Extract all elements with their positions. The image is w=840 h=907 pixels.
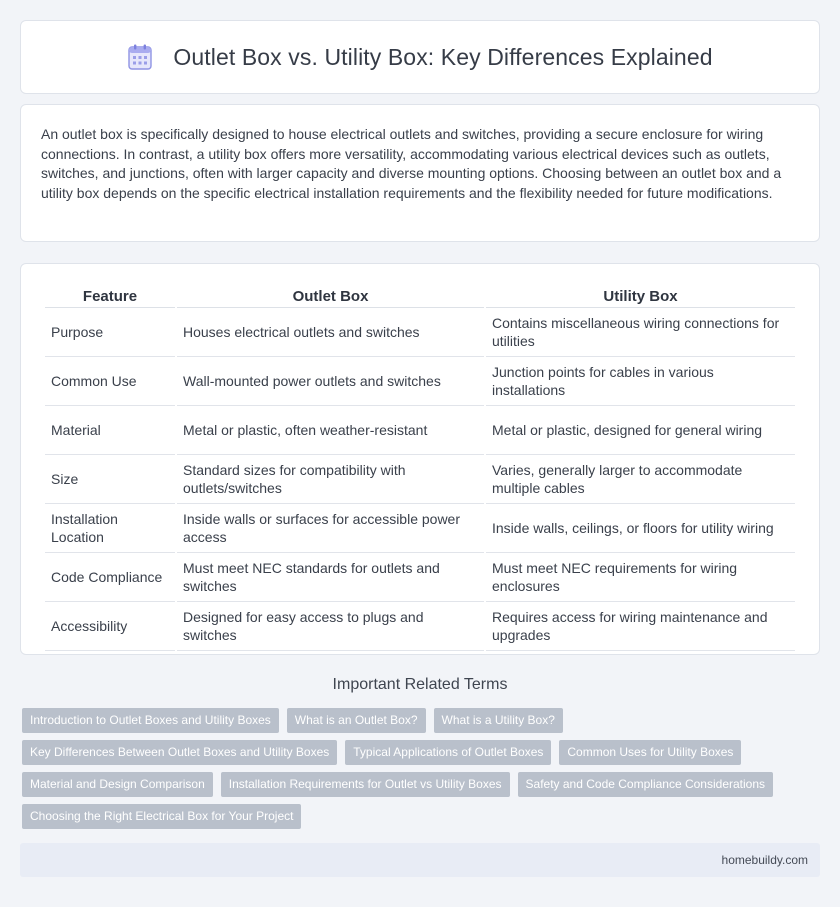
outlet-box-cell: Metal or plastic, often weather-resistant [177,406,484,455]
intro-card [20,104,820,242]
intro-paragraph: An outlet box is specifically designed to house electrical outlets and switches, providing a secure enclosure for wiring connections. In contrast, a utility box offers more versatility, accommodating various electrical devices such as outlets, switches, and junctions, often with larger capacity and diverse mounting options. Choosing between an outlet box and a utility box depends on the specific electrical installation requirements and the flexibility needed for future modifications. [41,126,782,201]
calendar-icon [127,44,153,70]
header-utility-box: Utility Box [486,284,795,308]
utility-box-cell: Contains miscellaneous wiring connections for utilities [486,308,795,357]
feature-cell: Purpose [45,308,175,357]
related-term-tag[interactable]: What is a Utility Box? [434,708,563,733]
feature-cell: Code Compliance [45,553,175,602]
related-term-tag[interactable]: Installation Requirements for Outlet vs Utility Boxes [221,772,510,797]
table-header-row [45,284,795,308]
outlet-box-cell: Wall-mounted power outlets and switches [177,357,484,406]
feature-cell: Accessibility [45,602,175,651]
header-outlet-box: Outlet Box [177,284,484,308]
related-term-tag[interactable]: Common Uses for Utility Boxes [559,740,741,765]
feature-cell: Common Use [45,357,175,406]
related-term-tag[interactable]: Key Differences Between Outlet Boxes and Utility Boxes [22,740,337,765]
outlet-box-cell: Houses electrical outlets and switches [177,308,484,357]
comparison-card [20,263,820,655]
utility-box-cell: Must meet NEC requirements for wiring enclosures [486,553,795,602]
table-row [45,553,795,602]
footer [20,843,820,877]
related-term-tag[interactable]: What is an Outlet Box? [287,708,426,733]
table-row [45,308,795,357]
utility-box-cell: Varies, generally larger to accommodate multiple cables [486,455,795,504]
related-terms-heading: Important Related Terms [332,676,508,693]
comparison-table [43,284,797,651]
related-term-tag[interactable]: Introduction to Outlet Boxes and Utility Boxes [22,708,279,733]
table-row [45,455,795,504]
feature-cell: Size [45,455,175,504]
header-feature: Feature [45,284,175,308]
feature-cell: Material [45,406,175,455]
related-term-tag[interactable]: Choosing the Right Electrical Box for Your Project [22,804,301,829]
outlet-box-cell: Inside walls or surfaces for accessible power access [177,504,484,553]
outlet-box-cell: Standard sizes for compatibility with outlets/switches [177,455,484,504]
related-term-tag[interactable]: Safety and Code Compliance Considerations [518,772,773,797]
utility-box-cell: Metal or plastic, designed for general wiring [486,406,795,455]
outlet-box-cell: Designed for easy access to plugs and switches [177,602,484,651]
table-row [45,406,795,455]
feature-cell: Installation Location [45,504,175,553]
utility-box-cell: Requires access for wiring maintenance and upgrades [486,602,795,651]
related-term-tag[interactable]: Material and Design Comparison [22,772,213,797]
table-row [45,357,795,406]
page-title: Outlet Box vs. Utility Box: Key Differences Explained [173,43,713,70]
footer-site-link[interactable]: homebuildy.com [721,853,808,867]
table-row [45,602,795,651]
related-terms-list [22,708,822,836]
outlet-box-cell: Must meet NEC standards for outlets and switches [177,553,484,602]
table-row [45,504,795,553]
utility-box-cell: Junction points for cables in various installations [486,357,795,406]
utility-box-cell: Inside walls, ceilings, or floors for utility wiring [486,504,795,553]
title-card [20,20,820,94]
related-term-tag[interactable]: Typical Applications of Outlet Boxes [345,740,551,765]
